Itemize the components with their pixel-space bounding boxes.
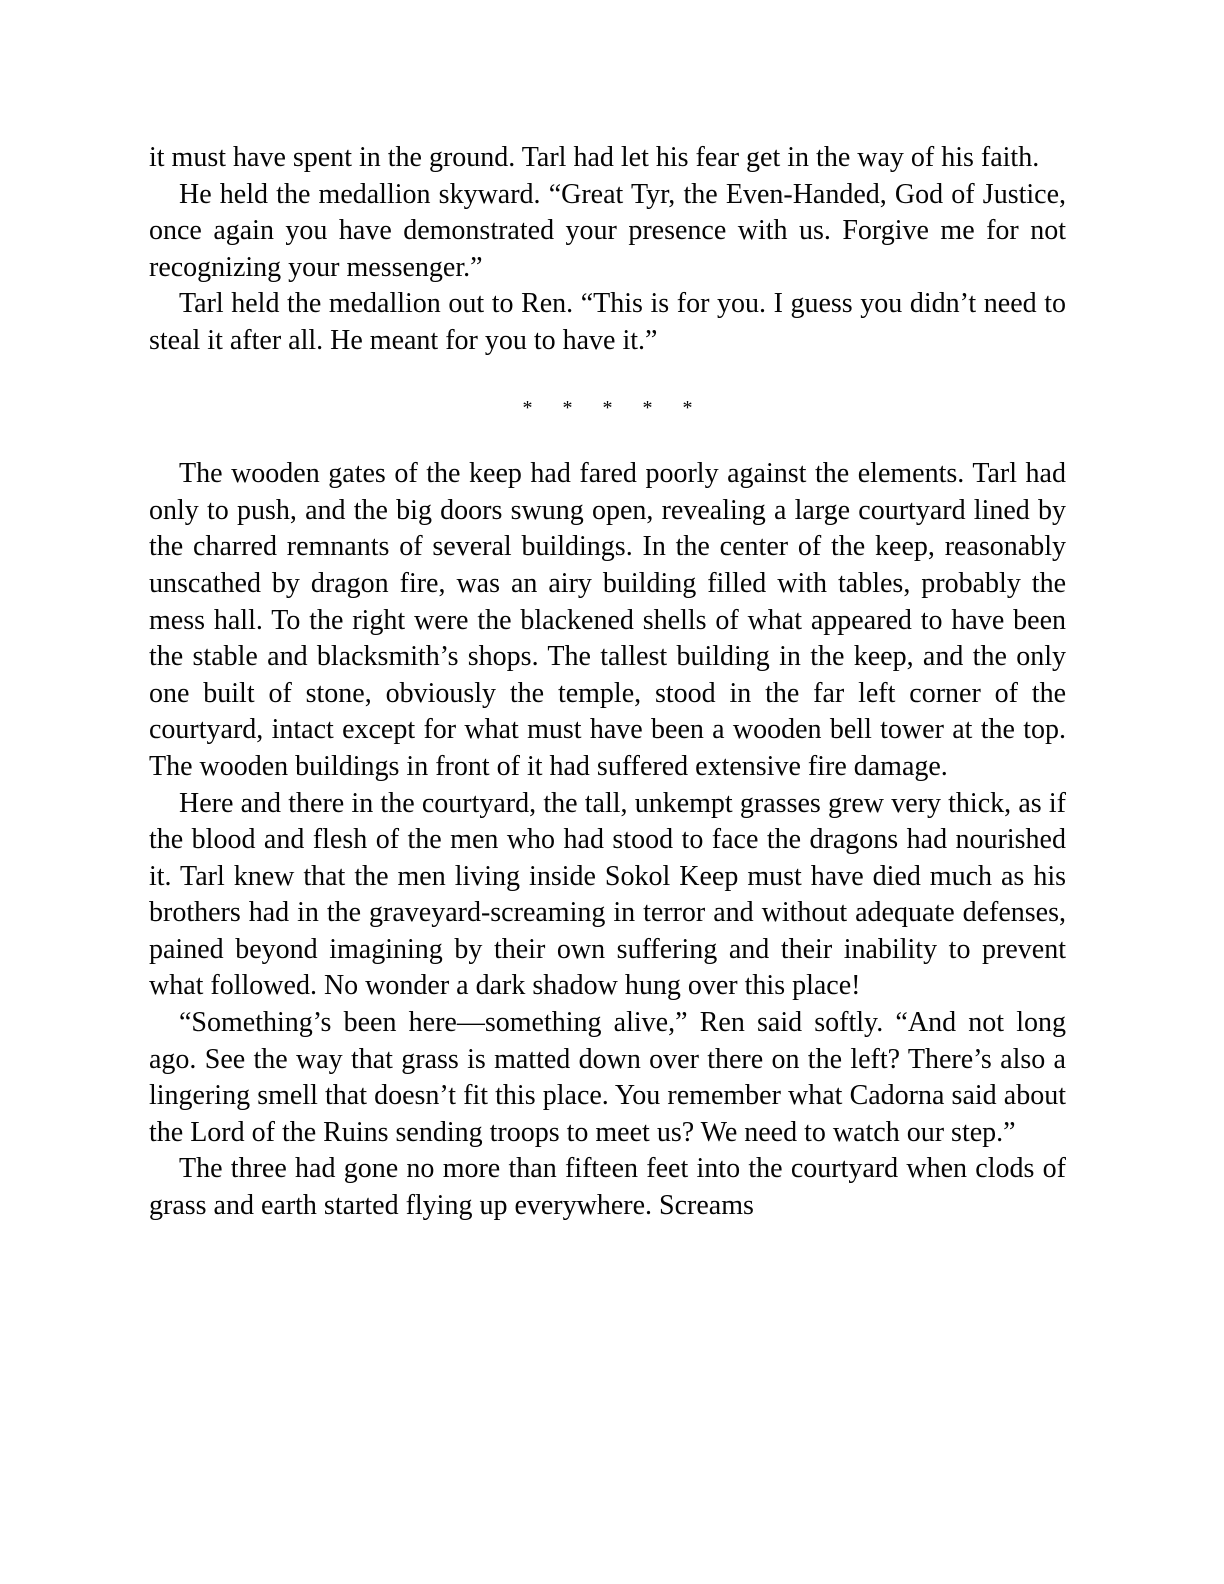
scene-break-asterisks: * * * * * bbox=[522, 396, 693, 419]
paragraph: He held the medallion skyward. “Great Tyr, the Even-Handed, God of Justice, once again you have demonstrated your presence with us. Forgive me for not recognizing your messenger.” bbox=[149, 178, 1066, 283]
page-text-block bbox=[149, 140, 1066, 1225]
paragraph: The three had gone no more than fifteen feet into the courtyard when clods of grass and earth started flying up everywhere. Screams bbox=[149, 1153, 1066, 1222]
paragraph: The wooden gates of the keep had fared poorly against the elements. Tarl had only to push, and the big doors swung open, revealing a large courtyard lined by the charred remnants of several buildings. In the center of the keep, reasonably unscathed by dragon fire, was an airy building filled with tables, probably the mess hall. To the right were the blackened shells of what appeared to have been the stable and blacksmith’s shops. The tallest building in the keep, and the only one built of stone, obviously the temple, stood in the far left corner of the courtyard, intact except for what must have been a wooden bell tower at the top. The wooden buildings in front of it had suffered extensive fire damage. bbox=[149, 458, 1066, 782]
paragraph-continuation: it must have spent in the ground. Tarl had let his fear get in the way of his faith. bbox=[149, 142, 1040, 173]
paragraph: “Something’s been here—something alive,” Ren said softly. “And not long ago. See the way that grass is matted down over there on the left? There’s also a lingering smell that doesn’t fit this place. You remember what Cadorna said about the Lord of the Ruins sending troops to meet us? We need to watch our step.” bbox=[149, 1007, 1066, 1148]
paragraph: Tarl held the medallion out to Ren. “This is for you. I guess you didn’t need to steal it after all. He meant for you to have it.” bbox=[149, 288, 1066, 356]
paragraph: Here and there in the courtyard, the tall, unkempt grasses grew very thick, as if the blood and flesh of the men who had stood to face the dragons had nourished it. Tarl knew that the men living inside Sokol Keep must have died much as his brothers had in the graveyard-screaming in terror and without adequate defenses, pained beyond imagining by their own suffering and their inability to prevent what followed. No wonder a dark shadow hung over this place! bbox=[149, 787, 1066, 1002]
